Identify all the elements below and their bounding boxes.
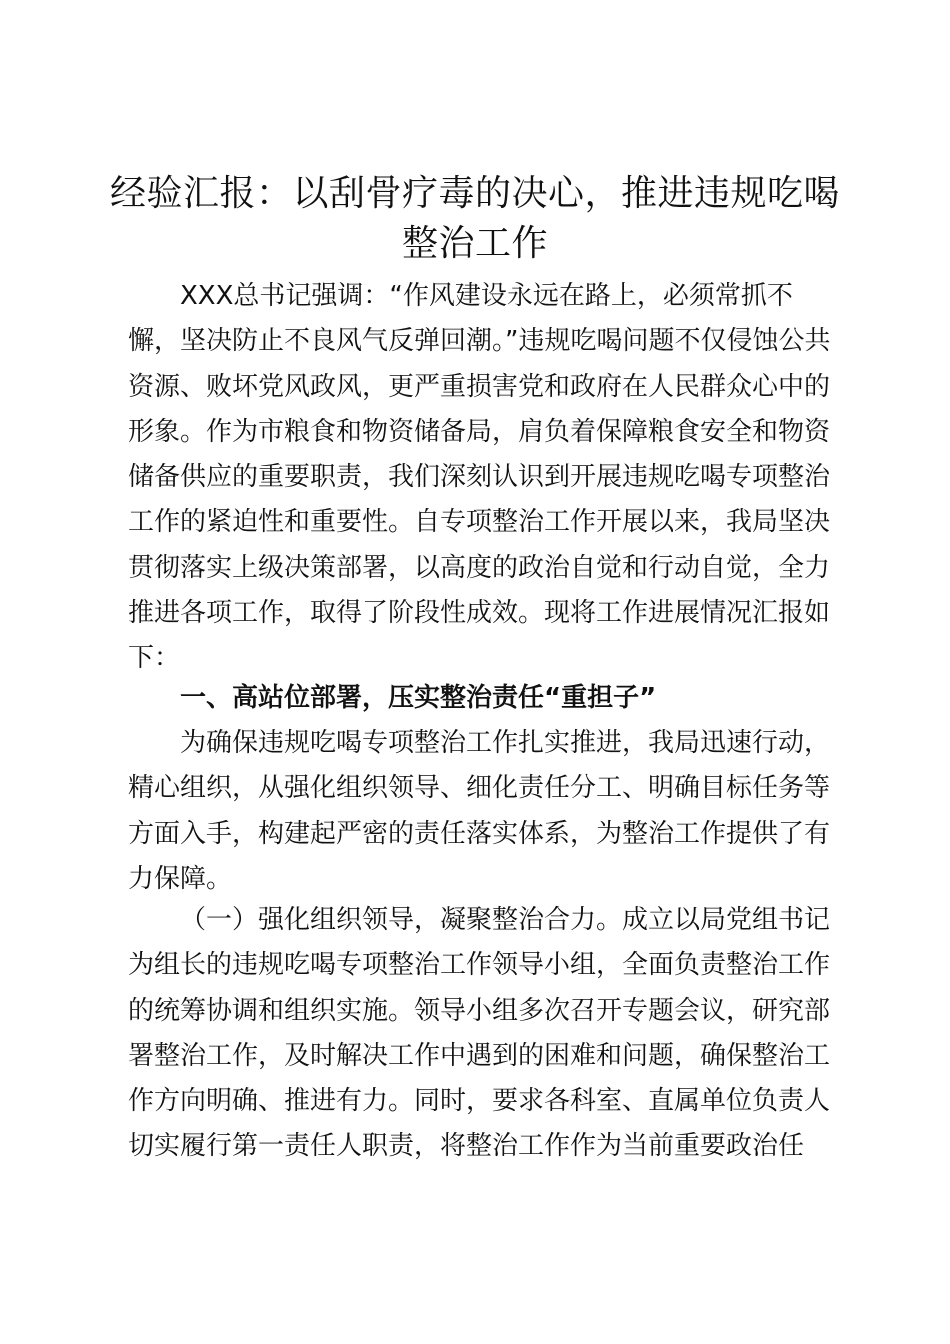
text-line: 下： (128, 643, 181, 674)
text-line: 为组长的违规吃喝专项整治工作领导小组，全面负责整治工作 (128, 950, 831, 981)
text-line: XXX总书记强调：“作风建设永远在路上，必须常抓不 (180, 281, 793, 311)
document-title-line2: 整治工作 (401, 223, 548, 264)
text-line: 贯彻落实上级决策部署，以高度的政治自觉和行动自觉，全力 (128, 552, 831, 583)
paragraph-section1 (128, 721, 831, 902)
text-line: 推进各项工作，取得了阶段性成效。现将工作进展情况汇报如 (128, 598, 831, 629)
document-title-line1: 经验汇报：以刮骨疗毒的决心，推进违规吃喝 (109, 173, 840, 214)
section-heading (128, 676, 828, 721)
text-line: 精心组织，从强化组织领导、细化责任分工、明确目标任务等 (128, 773, 831, 804)
text-line: 署整治工作，及时解决工作中遇到的困难和问题，确保整治工 (128, 1040, 831, 1071)
text-line: 为确保违规吃喝专项整治工作扎实推进，我局迅速行动， (180, 728, 831, 758)
text-line: 形象。作为市粮食和物资储备局，肩负着保障粮食安全和物资 (128, 416, 831, 447)
section1-heading: 一、高站位部署，压实整治责任“重担子” (180, 683, 657, 713)
text-line: 储备供应的重要职责，我们深刻认识到开展违规吃喝专项整治 (128, 462, 831, 493)
text-line: 的统筹协调和组织实施。领导小组多次召开专题会议，研究部 (128, 995, 831, 1026)
paragraph-subsection1 (128, 898, 831, 1170)
text-line: （一）强化组织领导，凝聚整治合力。成立以局党组书记 (180, 905, 831, 935)
text-line: 懈，坚决防止不良风气反弹回潮。”违规吃喝问题不仅侵蚀公共 (128, 326, 831, 357)
text-line: 切实履行第一责任人职责，将整治工作作为当前重要政治任 (128, 1131, 805, 1162)
text-line: 资源、败坏党风政风，更严重损害党和政府在人民群众心中的 (128, 371, 831, 402)
text-line: 工作的紧迫性和重要性。自专项整治工作开展以来，我局坚决 (128, 507, 831, 538)
paragraph-intro (128, 274, 831, 682)
text-line: 力保障。 (128, 863, 233, 894)
text-line: 作方向明确、推进有力。同时，要求各科室、直属单位负责人 (128, 1086, 831, 1117)
text-line: 方面入手，构建起严密的责任落实体系，为整治工作提供了有 (128, 818, 831, 849)
